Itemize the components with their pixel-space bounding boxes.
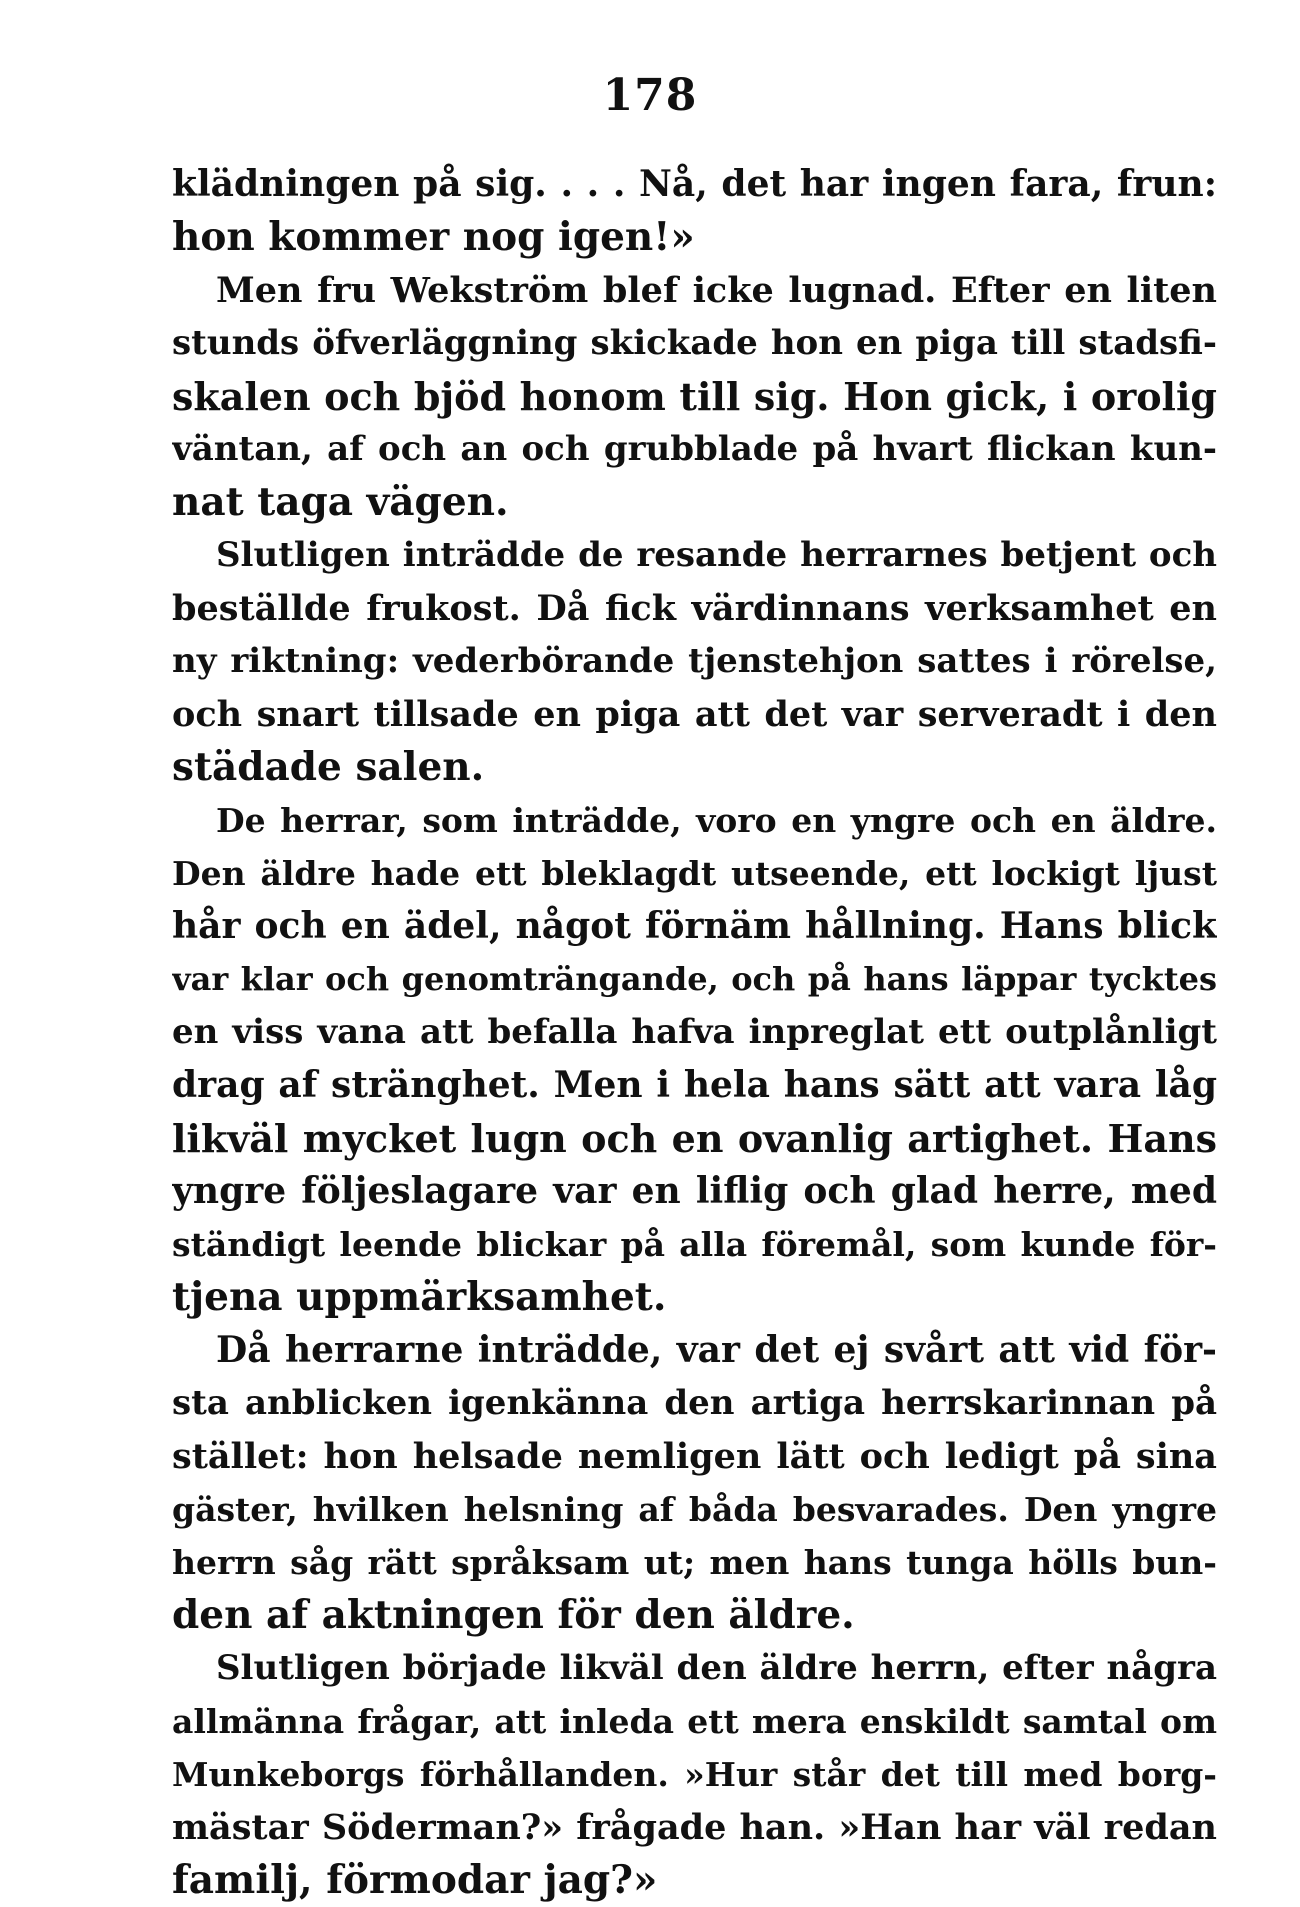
text-line: stället: hon helsade nemligen lätt och ledigt på sina [172, 1436, 1217, 1477]
text-line: klädningen på sig. . . . Nå, det har ingen fara, frun: [172, 163, 1217, 205]
text-line: och snart tillsade en piga att det var serveradt i den [172, 694, 1217, 735]
text-line: yngre följeslagare var en liflig och glad herre, med [172, 1170, 1217, 1212]
text-line: gäster, hvilken helsning af båda besvarades. Den yngre [172, 1490, 1217, 1529]
text-line: Då herrarne inträdde, var det ej svårt att vid för- [216, 1329, 1217, 1371]
text-line: Slutligen började likväl den äldre herrn, efter några [216, 1648, 1217, 1688]
text-line: stunds öfverläggning skickade hon en piga till stadsfi- [172, 323, 1217, 363]
text-line: en viss vana att befalla hafva inpreglat ett outplånligt [172, 1012, 1217, 1052]
page-number: 178 [602, 70, 698, 121]
text-line: Munkeborgs förhållanden. »Hur står det till med borg- [172, 1755, 1217, 1794]
text-line: hon kommer nog igen!» [172, 214, 695, 260]
text-line: ständigt leende blickar på alla föremål, som kunde för- [172, 1225, 1217, 1264]
text-line: Men fru Wekström blef icke lugnad. Efter en liten [216, 270, 1217, 311]
text-line: skalen och bjöd honom till sig. Hon gick, i orolig [172, 374, 1217, 419]
text-line: likväl mycket lugn och en ovanlig artighet. Hans [172, 1116, 1217, 1161]
text-line: tjena uppmärksamhet. [172, 1274, 667, 1320]
text-line: ny riktning: vederbörande tjenstehjon sattes i rörelse, [172, 641, 1217, 681]
text-line: De herrar, som inträdde, voro en yngre och en äldre. [216, 801, 1217, 840]
text-line: mästar Söderman?» frågade han. »Han har väl redan [172, 1807, 1217, 1848]
text-line: städade salen. [172, 744, 485, 790]
text-line: nat taga vägen. [172, 479, 509, 525]
text-line: Den äldre hade ett bleklagdt utseende, ett lockigt ljust [172, 854, 1217, 893]
text-line: beställde frukost. Då fick värdinnans verksamhet en [172, 588, 1217, 629]
body-text [172, 158, 1217, 1907]
text-line: väntan, af och an och grubblade på hvart flickan kun- [172, 429, 1217, 469]
text-line: Slutligen inträdde de resande herrarnes betjent och [216, 535, 1217, 575]
text-line: drag af stränghet. Men i hela hans sätt att vara låg [172, 1064, 1217, 1106]
text-line: herrn såg rätt språksam ut; men hans tunga hölls bun- [172, 1543, 1217, 1582]
text-line: den af aktningen för den äldre. [172, 1592, 855, 1638]
text-line: var klar och genomträngande, och på hans läppar tycktes [172, 960, 1217, 998]
text-line: hår och en ädel, något förnäm hållning. Hans blick [172, 905, 1217, 947]
text-line: allmänna frågar, att inleda ett mera enskildt samtal om [172, 1702, 1217, 1741]
text-line: sta anblicken igenkänna den artiga herrskarinnan på [172, 1383, 1217, 1423]
text-line: familj, förmodar jag?» [172, 1857, 658, 1903]
